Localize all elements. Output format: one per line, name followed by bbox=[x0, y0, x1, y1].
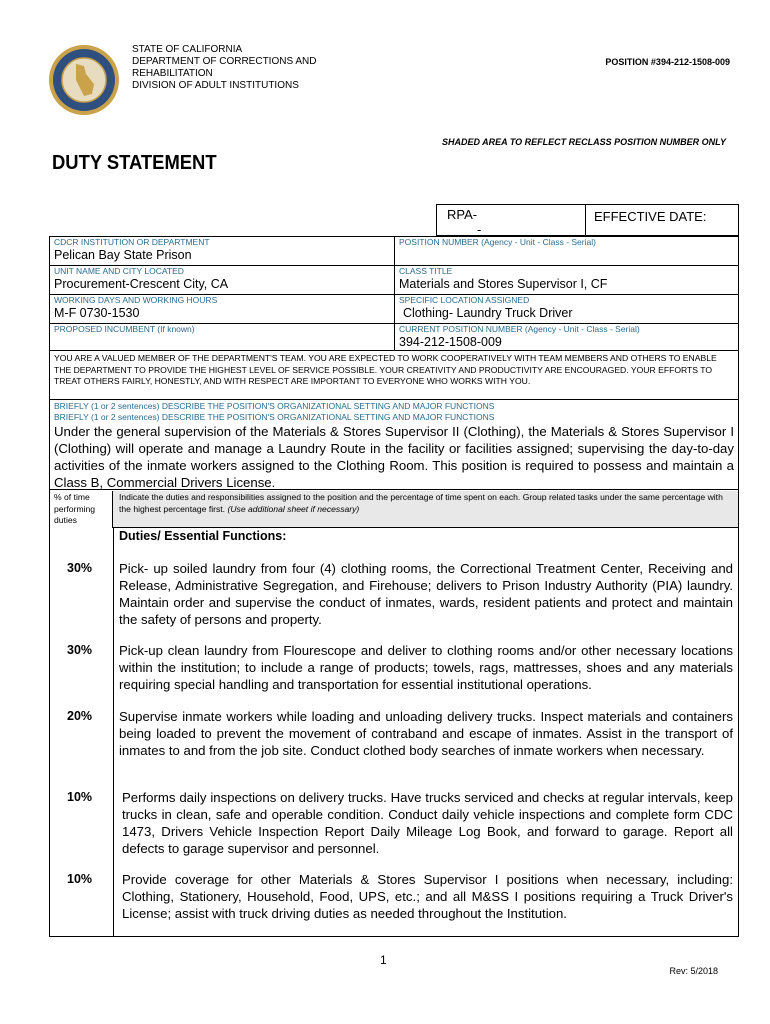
briefly-labels bbox=[50, 401, 738, 422]
duty-text[interactable]: Supervise inmate workers while loading and unloading delivery trucks. Inspect materials and containers being loaded to prevent the movement of contraband and escape of inmates. Assist in the transport of inmates to and from the job site. Conduct clothed body searches of inmate workers when necessary. bbox=[119, 709, 733, 758]
rpa-label: RPA- bbox=[447, 207, 478, 222]
field-value: 394-212-1508-009 bbox=[399, 335, 502, 349]
duty-percent: 10% bbox=[67, 790, 93, 804]
duty-percent: 20% bbox=[67, 709, 93, 723]
rpa-dash: - bbox=[477, 222, 482, 237]
incumbent-field[interactable] bbox=[50, 324, 394, 350]
field-value: M-F 0730-1530 bbox=[54, 306, 140, 320]
instructions-text: Indicate the duties and responsibilities assigned to the position and the percentage of time spent on each. Group related tasks under the same percentage with the highest percentage first. bbox=[119, 492, 723, 514]
duty-text[interactable]: Performs daily inspections on delivery trucks. Have trucks serviced and checks at regular intervals, keep trucks in clean, safe and operable condition. Conduct daily vehicle inspections and complete form CDC 1473, Drivers Vehicle Inspection Report Daily Mileage Log Book, and forward to garage. Report all defects to garage supervisor and personnel. bbox=[122, 790, 733, 856]
form-row bbox=[50, 266, 738, 295]
field-value: Procurement-Crescent City, CA bbox=[54, 277, 229, 291]
duty-percent: 10% bbox=[67, 872, 93, 886]
field-value: Pelican Bay State Prison bbox=[54, 248, 192, 262]
rpa-field[interactable] bbox=[437, 205, 586, 235]
briefly-label: BRIEFLY (1 or 2 sentences) DESCRIBE THE POSITION'S ORGANIZATIONAL SETTING AND MAJOR FUNCTIONS bbox=[54, 401, 495, 411]
duty-text[interactable]: Provide coverage for other Materials & Stores Supervisor I positions when necessary, including: Clothing, Stationery, Household, Food, UPS, etc.; and all M&SS I positions requiring a Truck Driver's License; assist with truck driving duties as needed throughout the Institution. bbox=[122, 872, 733, 921]
agency-line: DEPARTMENT OF CORRECTIONS AND bbox=[132, 56, 317, 67]
field-label: UNIT NAME AND CITY LOCATED bbox=[54, 266, 184, 276]
field-value: Materials and Stores Supervisor I, CF bbox=[399, 277, 608, 291]
effective-date-label: EFFECTIVE DATE: bbox=[594, 209, 707, 224]
field-label: SPECIFIC LOCATION ASSIGNED bbox=[399, 295, 530, 305]
page-number: 1 bbox=[380, 953, 387, 967]
field-label: PROPOSED INCUMBENT (If known) bbox=[54, 324, 195, 334]
shaded-area-note: SHADED AREA TO REFLECT RECLASS POSITION NUMBER ONLY bbox=[441, 137, 726, 147]
field-label: CURRENT POSITION NUMBER (Agency - Unit - Class - Serial) bbox=[399, 324, 640, 334]
field-label: POSITION NUMBER (Agency - Unit - Class - Serial) bbox=[399, 237, 596, 247]
agency-header bbox=[132, 44, 316, 92]
duty-text[interactable]: Pick-up clean laundry from Flourescope and deliver to clothing rooms and/or other necessary locations within the institution; to include a range of products; towels, rags, mattresses, shoes and any materials requiring special handling and transportation for essential institutional operations. bbox=[119, 643, 733, 692]
effective-date-field[interactable] bbox=[586, 205, 738, 235]
field-value: Clothing- Laundry Truck Driver bbox=[403, 306, 573, 320]
unit-field[interactable] bbox=[50, 266, 394, 294]
form-row bbox=[50, 295, 738, 324]
column-divider bbox=[113, 528, 114, 937]
field-label: CLASS TITLE bbox=[399, 266, 453, 276]
page-title: DUTY STATEMENT bbox=[52, 152, 217, 174]
class-title-field[interactable] bbox=[394, 266, 738, 294]
duty-percent: 30% bbox=[67, 643, 93, 657]
location-field[interactable] bbox=[394, 295, 738, 323]
field-label: CDCR INSTITUTION OR DEPARTMENT bbox=[54, 237, 210, 247]
working-days-field[interactable] bbox=[50, 295, 394, 323]
position-number-header: POSITION #394-212-1508-009 bbox=[605, 57, 730, 67]
current-position-field[interactable] bbox=[394, 324, 738, 350]
duty-text[interactable]: Pick- up soiled laundry from four (4) clothing rooms, the Correctional Treatment Center, Receiving and Release, Administrative Segregation, and Firehouse; delivers to Prison Industry Authority (PIA) laundry. Maintain order and supervise the conduct of inmates, wards, resident patients and protect and maintain the safety of persons and property. bbox=[119, 561, 733, 627]
field-label: WORKING DAYS AND WORKING HOURS bbox=[54, 295, 218, 305]
agency-line: STATE OF CALIFORNIA bbox=[132, 44, 243, 55]
agency-line: DIVISION OF ADULT INSTITUTIONS bbox=[132, 80, 299, 91]
position-number-field[interactable] bbox=[394, 237, 738, 265]
cdcr-seal-icon bbox=[48, 44, 120, 116]
instructions-note: (Use additional sheet if necessary) bbox=[227, 503, 360, 514]
agency-line: REHABILITATION bbox=[132, 68, 213, 79]
form-row bbox=[50, 237, 738, 266]
pct-column-header: % of time performing duties bbox=[50, 491, 113, 528]
rpa-effective-box bbox=[436, 204, 739, 236]
duty-statement-form bbox=[49, 236, 739, 937]
duty-percent: 30% bbox=[67, 561, 93, 575]
duties-heading: Duties/ Essential Functions: bbox=[119, 529, 287, 543]
team-statement: YOU ARE A VALUED MEMBER OF THE DEPARTMENT'S TEAM. YOU ARE EXPECTED TO WORK COOPERATIVELY WITH TEAM MEMBERS AND OTHERS TO ENABLE THE DEPARTMENT TO PROVIDE THE HIGHEST LEVEL OF SERVICE POSSIBLE. YOUR CREATIVITY AND PRODUCTIVITY ARE ENCOURAGED. YOUR EFFORTS TO TREAT OTHERS FAIRLY, HONESTLY, AND WITH RESPECT ARE IMPORTANT TO EVERYONE WHO WORKS WITH YOU. bbox=[50, 351, 738, 400]
institution-field[interactable] bbox=[50, 237, 394, 265]
position-summary[interactable]: Under the general supervision of the Materials & Stores Supervisor II (Clothing), the Materials & Stores Supervisor I (Clothing) will operate and manage a Laundry Route in the facility or facilities assigned; supervising the day-to-day activities of the inmate workers assigned to the Clothing Room. This position is required to possess and maintain a Class B, Commercial Drivers License. bbox=[50, 423, 738, 490]
duties-instructions-header bbox=[113, 491, 738, 528]
revision-label: Rev: 5/2018 bbox=[669, 966, 718, 976]
briefly-label: BRIEFLY (1 or 2 sentences) DESCRIBE THE POSITION'S ORGANIZATIONAL SETTING AND MAJOR FUNCTIONS bbox=[54, 411, 495, 422]
form-row bbox=[50, 324, 738, 351]
